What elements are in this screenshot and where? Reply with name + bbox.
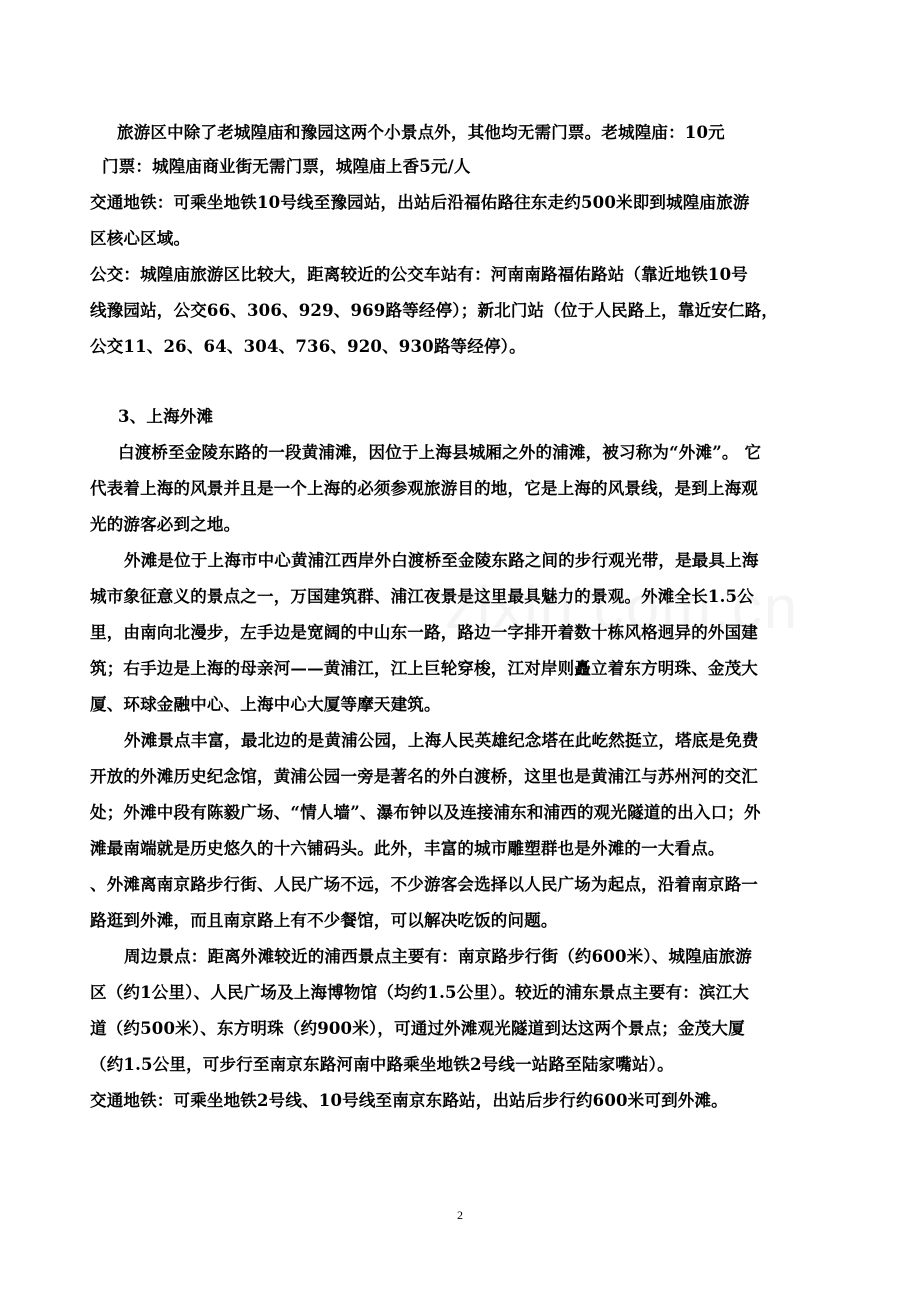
text-line: 区核心区域。 xyxy=(90,229,191,248)
text-line: 厦、环球金融中心、上海中心大厦等摩天建筑。 xyxy=(90,695,441,714)
text-line: 交通地铁：可乘坐地铁10号线至豫园站，出站后沿福佑路往东走约500米即到城隍庙旅游 xyxy=(90,193,750,212)
text-line: 代表着上海的风景并且是一个上海的必须参观旅游目的地，它是上海的风景线，是到上海观 xyxy=(90,479,758,498)
text-line: 道（约500米）、东方明珠（约900米），可通过外滩观光隧道到达这两个景点；金茂大厦 xyxy=(90,1019,745,1038)
text-line: 公交11、26、64、304、736、920、930路等经停）。 xyxy=(90,337,526,356)
text-line: 门票：城隍庙商业街无需门票，城隍庙上香5元/人 xyxy=(102,157,471,176)
text-line: 光的游客必到之地。 xyxy=(90,515,241,534)
text-line: 公交：城隍庙旅游区比较大，距离较近的公交车站有：河南南路福佑路站（靠近地铁10号 xyxy=(90,265,748,284)
text-line: 处；外滩中段有陈毅广场、“情人墙”、瀑布钟以及连接浦东和浦西的观光隧道的出入口；外 xyxy=(90,803,761,822)
text-line: 路逛到外滩，而且南京路上有不少餐馆，可以解决吃饭的问题。 xyxy=(90,911,558,930)
text-line: 外滩景点丰富，最北边的是黄浦公园，上海人民英雄纪念塔在此屹然挺立，塔底是免费 xyxy=(124,731,759,750)
text-line: （约1.5公里，可步行至南京东路河南中路乘坐地铁2号线一站路至陆家嘴站）。 xyxy=(90,1055,674,1074)
text-line: 区（约1公里）、人民广场及上海博物馆（均约1.5公里）。较近的浦东景点主要有：滨江大 xyxy=(90,983,750,1002)
text-line: 开放的外滩历史纪念馆，黄浦公园一旁是著名的外白渡桥，这里也是黄浦江与苏州河的交汇 xyxy=(90,767,758,786)
text-line: 交通地铁：可乘坐地铁2号线、10号线至南京东路站，出站后步行约600米可到外滩。 xyxy=(90,1091,728,1110)
text-line: 筑；右手边是上海的母亲河——黄浦江，江上巨轮穿梭，江对岸则矗立着东方明珠、金茂大 xyxy=(90,659,758,678)
text-line: 城市象征意义的景点之一，万国建筑群、浦江夜景是这里最具魅力的景观。外滩全长1.5公 xyxy=(90,587,754,606)
text-line: 白渡桥至金陵东路的一段黄浦滩，因位于上海县城厢之外的浦滩，被习称为“外滩”。 它 xyxy=(118,443,762,462)
text-line: 外滩是位于上海市中心黄浦江西岸外白渡桥至金陵东路之间的步行观光带，是最具上海 xyxy=(124,551,759,570)
text-line: 旅游区中除了老城隍庙和豫园这两个小景点外，其他均无需门票。老城隍庙：10元 xyxy=(117,123,725,142)
section-heading: 3、上海外滩 xyxy=(118,407,214,426)
text-line: 滩最南端就是历史悠久的十六铺码头。此外，丰富的城市雕塑群也是外滩的一大看点。 xyxy=(90,839,725,858)
page-number: 2 xyxy=(457,1208,463,1222)
text-line: 、外滩离南京路步行街、人民广场不远，不少游客会选择以人民广场为起点，沿着南京路一 xyxy=(90,875,758,894)
text-line: 周边景点：距离外滩较近的浦西景点主要有：南京路步行街（约600米）、城隍庙旅游 xyxy=(124,947,752,966)
text-line: 里，由南向北漫步，左手边是宽阔的中山东一路，路边一字排开着数十栋风格迥异的外国建 xyxy=(90,623,758,642)
text-line: 线豫园站，公交66、306、929、969路等经停）；新北门站（位于人民路上，靠近安仁路， xyxy=(90,301,779,320)
